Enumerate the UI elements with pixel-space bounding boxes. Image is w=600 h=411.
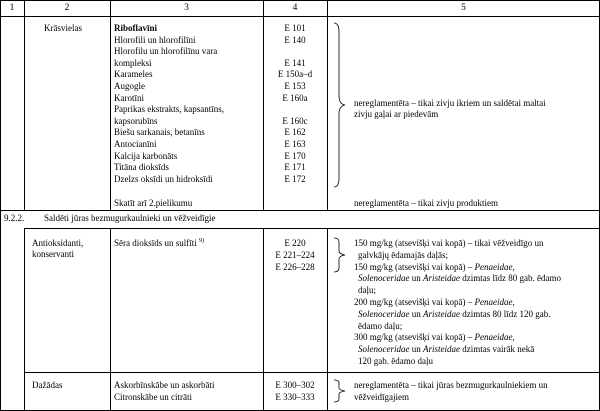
colorant-code: E 160a — [282, 92, 308, 103]
level-1-line — [354, 238, 543, 248]
level-text: 300 mg/kg (atsevišķi vai kopā) – — [354, 332, 475, 343]
level-3-line — [358, 321, 402, 331]
col-line-1-lower — [24, 228, 25, 411]
col-line-3-upper — [263, 0, 264, 211]
colorant-note-line-2: zivju gaļai ar piedevām — [354, 109, 439, 119]
taxon-name: Aristeidae — [422, 273, 460, 284]
level-text: dzimtas līdz 80 gab. ēdamo — [459, 273, 561, 284]
level-2-line — [354, 262, 515, 272]
colorant-code: E 140 — [284, 34, 306, 45]
taxon-name: Solenoceridae — [358, 273, 410, 284]
taxon-name: Penaeidae — [474, 332, 513, 343]
brace-sulfites — [333, 237, 347, 273]
level-2-line — [358, 285, 376, 295]
colorant-name: Kalcija karbonāts — [114, 150, 178, 161]
level-2-line — [358, 273, 561, 283]
colorant-code: E 170 — [284, 150, 306, 161]
skatit-reference: Skatīt arī 2.pielikumu — [114, 198, 193, 208]
code-e226-228: E 226–228 — [275, 262, 315, 272]
colorant-name: Riboflavīni — [114, 23, 158, 33]
col-line-4-lower — [327, 228, 328, 411]
colorant-name: Karameles — [114, 69, 153, 80]
misc-item-1: Askorbīnskābe un askorbāti — [114, 380, 215, 390]
header-bottom — [0, 16, 600, 17]
level-text: galvkājų ēdamajās daļās; — [358, 249, 448, 260]
colorant-name: Hlorofilu un hlorofilīnu vara — [114, 46, 218, 57]
category-dazadas: Dažādas — [32, 380, 63, 390]
col-line-1-upper — [24, 0, 25, 211]
colorant-code: E 163 — [284, 139, 306, 149]
colorant-code: E 160c — [282, 115, 308, 126]
level-4-line — [354, 332, 515, 342]
colorant-code: E 172 — [284, 173, 306, 184]
level-4-line — [358, 344, 534, 354]
section-title: Saldēti jūras bezmugurkaulnieki un vēžveidīgie — [44, 213, 216, 223]
header-col-2: 2 — [64, 3, 70, 13]
misc-code-1: E 300–302 — [275, 380, 315, 390]
misc-note-line-2: vēžveidīgajiem — [354, 392, 409, 402]
code-e220: E 220 — [284, 238, 306, 248]
header-col-5: 5 — [461, 3, 466, 13]
level-1-line — [358, 250, 448, 260]
taxon-name: Penaeidae — [474, 261, 513, 272]
section-number: 9.2.2. — [4, 213, 25, 223]
level-text: , — [512, 297, 515, 307]
level-3-line — [354, 297, 515, 307]
level-text: ēdamo daļu; — [358, 320, 403, 331]
level-4-line — [358, 356, 433, 366]
col-line-3-lower — [263, 228, 264, 411]
col-line-2-upper — [110, 0, 111, 211]
colorant-name: kapsorubīns — [114, 115, 158, 126]
header-col-4: 4 — [292, 3, 298, 13]
border-left — [0, 0, 1, 411]
brace-colorants — [333, 22, 347, 188]
taxon-name: Aristeidae — [422, 308, 460, 319]
code-e221-224: E 221–224 — [275, 250, 315, 260]
col-line-4-upper — [327, 0, 328, 211]
col-line-2-lower — [110, 228, 111, 411]
colorant-name: kompleksi — [114, 57, 152, 68]
misc-item-2: Citronskābe un citrāti — [114, 392, 192, 402]
taxon-name: Aristeidae — [422, 344, 460, 355]
colorant-name: Karotīni — [114, 92, 144, 103]
level-text: daļu; — [358, 285, 376, 296]
level-text: 200 mg/kg (atsevišķi vai kopā) – — [354, 297, 475, 307]
level-text: un — [409, 273, 423, 284]
section-top-line — [0, 210, 600, 211]
level-text: dzimtas 80 līdz 120 gab. — [459, 308, 551, 319]
skatit-note: nereglamentēta – tikai zivju produktiem — [354, 198, 498, 208]
border-top — [0, 0, 600, 1]
misc-code-2: E 330–333 — [275, 392, 315, 402]
level-text: un — [409, 344, 423, 355]
colorant-note-line-1: nereglamentēta – tikai zivju ikriem un saldētai maltai — [354, 98, 546, 108]
footnote-marker: 9) — [199, 238, 204, 244]
category-antiox-line-2: konservanti — [32, 249, 74, 259]
level-text: un — [409, 308, 423, 319]
colorant-name: Dzelzs oksīdi un hidroksīdi — [114, 173, 213, 184]
colorant-name: Titāna dioksīds — [114, 162, 169, 173]
substance-sulfites — [114, 238, 204, 248]
colorant-name: Hlorofili un hlorofilīni — [114, 34, 196, 45]
level-text: 150 mg/kg (atsevišķi vai kopā) – — [354, 261, 475, 272]
level-text: , — [512, 332, 515, 343]
colorant-name: Paprikas ekstrakts, kapsantīns, — [114, 104, 224, 115]
colorant-code: E 101 — [284, 23, 306, 33]
level-text: 120 gab. ēdamo daļu — [358, 356, 433, 366]
header-col-3: 3 — [184, 3, 189, 13]
colorant-code: E 153 — [284, 81, 306, 91]
header-col-1: 1 — [9, 3, 15, 13]
level-3-line — [358, 309, 550, 319]
substance-name: Sēra dioksīds un sulfīti — [114, 238, 197, 248]
taxon-name: Solenoceridae — [358, 344, 410, 355]
colorant-name: Biešu sarkanais, betanīns — [114, 127, 205, 138]
colorant-name: Augogle — [114, 81, 145, 91]
category-krasvielas: Krāsvielas — [44, 23, 82, 33]
brace-misc — [333, 379, 347, 403]
colorant-code: E 150a–d — [277, 69, 313, 80]
colorant-code: E 171 — [284, 162, 306, 173]
level-text: dzimtas vairāk nekā — [459, 344, 535, 355]
level-text: , — [512, 261, 515, 272]
colorant-code: E 141 — [284, 57, 306, 68]
taxon-name: Penaeidae — [474, 297, 513, 307]
taxon-name: Solenoceridae — [358, 308, 410, 319]
colorant-code: E 162 — [284, 127, 306, 138]
misc-note-line-1: nereglamentēta – tikai jūras bezmugurkaulniekiem un — [354, 380, 548, 390]
category-antiox-line-1: Antioksidanti, — [32, 238, 84, 248]
colorant-name: Antocianīni — [114, 139, 157, 149]
level-text: 150 mg/kg (atsevišķi vai kopā) – tikai vēžveidīgo un — [354, 238, 544, 248]
